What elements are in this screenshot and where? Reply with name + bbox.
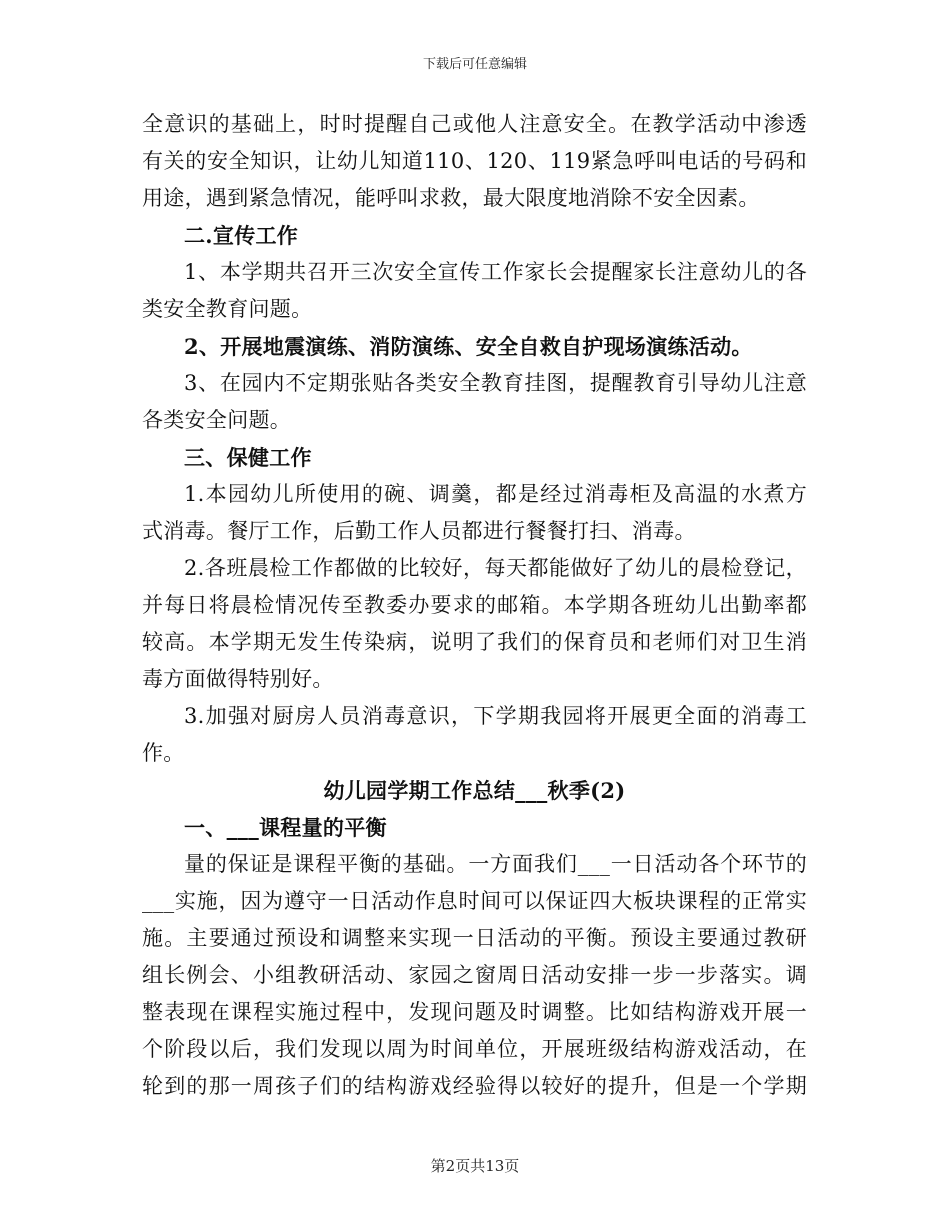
- text-line: 各类安全问题。: [142, 408, 292, 432]
- text-line: 整表现在课程实施过程中，发现问题及时调整。比如结构游戏开展一: [142, 1000, 807, 1024]
- text-line: 二.宣传工作: [184, 223, 299, 248]
- text-line: 一、___课程量的平衡: [184, 815, 387, 840]
- text-line: 1、本学期共召开三次安全宣传工作家长会提醒家长注意幼儿的各: [184, 260, 807, 284]
- text-line: 幼儿园学期工作总结___秋季(2): [323, 778, 626, 803]
- text-line: 用途，遇到紧急情况，能呼叫求救，最大限度地消除不安全因素。: [142, 186, 760, 210]
- text-line: 3.加强对厨房人员消毒意识，下学期我园将开展更全面的消毒工: [184, 704, 807, 728]
- text-line: 较高。本学期无发生传染病，说明了我们的保育员和老师们对卫生消: [142, 630, 807, 654]
- text-line: 并每日将晨检情况传至教委办要求的邮箱。本学期各班幼儿出勤率都: [142, 593, 807, 617]
- text-line: 组长例会、小组教研活动、家园之窗周日活动安排一步一步落实。调: [142, 963, 807, 987]
- text-line: 3、在园内不定期张贴各类安全教育挂图，提醒教育引导幼儿注意: [184, 371, 807, 395]
- text-line: 2.各班晨检工作都做的比较好，每天都能做好了幼儿的晨检登记，: [184, 556, 807, 580]
- text-line: 量的保证是课程平衡的基础。一方面我们___一日活动各个环节的: [184, 852, 807, 876]
- text-line: 类安全教育问题。: [142, 297, 313, 321]
- text-line: 式消毒。餐厅工作，后勤工作人员都进行餐餐打扫、消毒。: [142, 519, 696, 543]
- text-line: 有关的安全知识，让幼儿知道110、120、119紧急呼叫电话的号码和: [142, 149, 807, 173]
- text-line: 作。: [142, 741, 185, 765]
- text-line: 轮到的那一周孩子们的结构游戏经验得以较好的提升，但是一个学期: [142, 1074, 807, 1098]
- page-header: 下载后可任意编辑: [422, 57, 527, 72]
- text-line: ___实施，因为遵守一日活动作息时间可以保证四大板块课程的正常实: [142, 889, 807, 913]
- text-line: 全意识的基础上，时时提醒自己或他人注意安全。在教学活动中渗透: [142, 112, 807, 136]
- document-body: [142, 106, 807, 1105]
- text-line: 施。主要通过预设和调整来实现一日活动的平衡。预设主要通过教研: [142, 926, 807, 950]
- page-number: 第2页共13页: [430, 1157, 520, 1175]
- text-line: 2、开展地震演练、消防演练、安全自救自护现场演练活动。: [184, 334, 753, 359]
- text-line: 个阶段以后，我们发现以周为时间单位，开展班级结构游戏活动，在: [142, 1037, 807, 1061]
- text-line: 毒方面做得特别好。: [142, 667, 334, 691]
- text-line: 三、保健工作: [184, 445, 312, 470]
- text-line: 1.本园幼儿所使用的碗、调羹，都是经过消毒柜及高温的水煮方: [184, 482, 807, 506]
